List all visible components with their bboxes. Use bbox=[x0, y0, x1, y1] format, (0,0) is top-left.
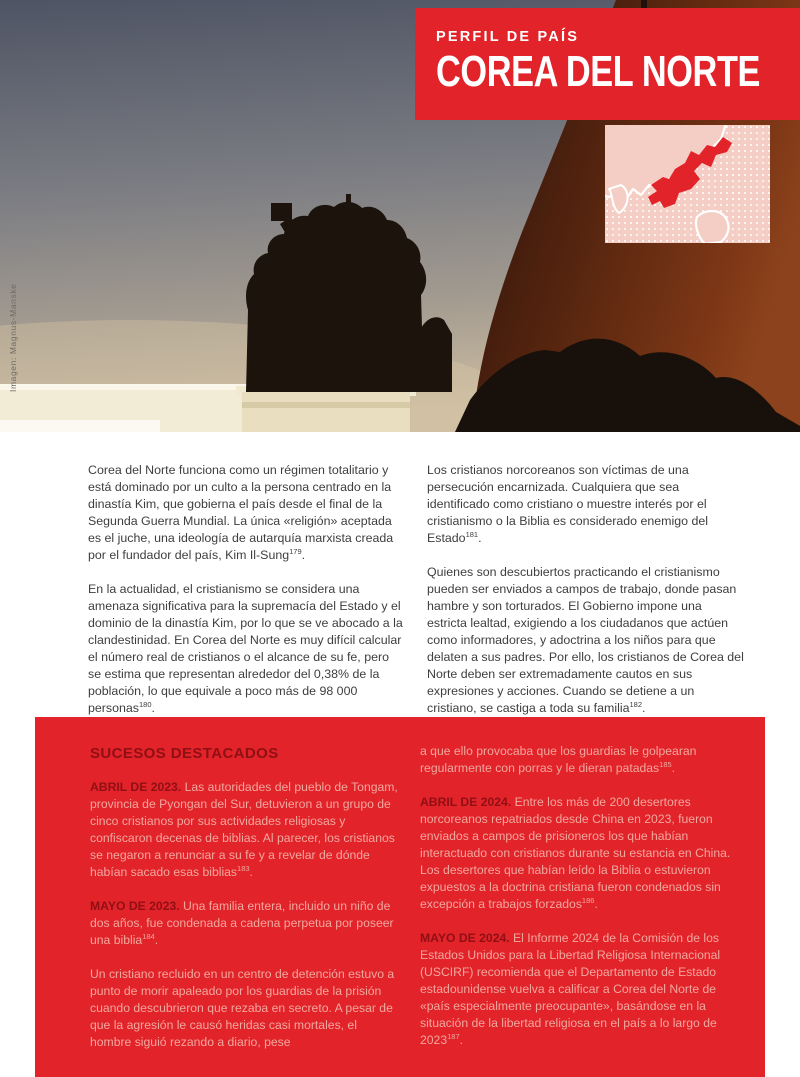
footnote-ref: 183 bbox=[237, 863, 250, 873]
left-plinth bbox=[0, 384, 272, 432]
intro-section bbox=[88, 462, 744, 734]
footnote-ref: 182 bbox=[629, 699, 642, 709]
page-title: COREA DEL NORTE bbox=[436, 47, 761, 96]
date-label: MAYO DE 2024. bbox=[420, 931, 514, 945]
north-korea-map bbox=[605, 125, 770, 243]
paragraph: a que ello provocaba que los guardias le golpearan regularmente con porras y le dieran patadas$^{185}$. bbox=[420, 744, 697, 775]
date-label: ABRIL DE 2024. bbox=[420, 795, 515, 809]
footnote-ref: 179 bbox=[289, 546, 302, 556]
paragraph: En la actualidad, el cristianismo se considera una amenaza significativa para la supremacía del Estado y el dominio de la dinastía Kim, por lo que se ve abocado a la clandestinidad. En Corea del Norte es muy difícil calcular el número real de cristianos o el alcance de su fe, pero se estima que representan alrededor del 0,38% de la población, lo que equivale a poco más de 98 000 personas$^{180}$. bbox=[88, 582, 403, 715]
footnote-ref: 184 bbox=[142, 931, 155, 941]
paragraph: Quienes son descubiertos practicando el cristianismo pueden ser enviados a campos de trabajo, donde pasan hambre y son torturados. El Gobierno impone una estricta lealtad, exigiendo a los ciudadanos que actúen como informadores, y adoctrina a los niños para que delaten a sus padres. Por ello, los cristianos de Corea del Norte deben ser extremadamente cautos en sus expresiones y acciones. Cuando se detiene a un cristiano, se castiga a toda su familia$^{182}$. bbox=[427, 565, 744, 715]
statue-pedestal bbox=[236, 386, 416, 432]
date-label: ABRIL DE 2023. bbox=[90, 780, 185, 794]
paragraph: MAYO DE 2024. El Informe 2024 de la Comisión de los Estados Unidos para la Libertad Religiosa Internacional (USCIRF) recomienda que el Departamento de Estado estadounidense vuelva a calificar a Corea del Norte de «país especialmente preocupante», basándose en la situación de la libertad religiosa en el país a lo largo de 2023$^{187}$. bbox=[420, 931, 721, 1047]
paragraph: ABRIL DE 2023. Las autoridades del pueblo de Tongam, provincia de Pyongan del Sur, detuvieron a un grupo de cinco cristianos por sus actividades religiosas y confiscaron decenas de biblias. Al parecer, los cristianos se negaron a renunciar a su fe y a revelar de dónde habían sacado esas biblias$^{183}$. bbox=[90, 780, 398, 879]
intro-col-right bbox=[427, 462, 744, 734]
intro-col-left bbox=[88, 462, 405, 734]
footnote-ref: 181 bbox=[465, 529, 479, 539]
kicker: PERFIL DE PAÍS bbox=[436, 29, 580, 45]
highlights-box bbox=[35, 717, 765, 1077]
highlights-title: SUCESOS DESTACADOS bbox=[90, 745, 279, 762]
paragraph: Los cristianos norcoreanos son víctimas de una persecución encarnizada. Cualquiera que sea identificado como cristiano o muestre interés por el cristianismo o la Biblia es considerado enemigo del Estado$^{181}$. bbox=[427, 463, 709, 545]
footnote-ref: 185 bbox=[659, 759, 672, 769]
footnote-ref: 186 bbox=[581, 895, 595, 905]
country-map bbox=[605, 125, 770, 243]
paragraph: MAYO DE 2023. Una familia entera, incluido un niño de dos años, fue condenada a cadena perpetua por poseer una biblia$^{184}$. bbox=[90, 899, 394, 947]
paragraph: ABRIL DE 2024. Entre los más de 200 desertores norcoreanos repatriados desde China en 2023, fueron enviados a campos de prisioneros los que habían interactuado con cristianos durante su estancia en China. Los desertores que habían leído la Biblia o estuvieron expuestos a la doctrina cristiana fueron condenados sin excepción a trabajos forzados$^{186}$. bbox=[420, 795, 731, 911]
paragraph: Corea del Norte funciona como un régimen totalitario y está dominado por un culto a la persona centrado en la dinastía Kim, que gobierna el país desde el final de la Segunda Guerra Mundial. La única «religión» aceptada es el juche, una ideología de autarquía marxista creada por el fundador del país, Kim Il-Sung$^{179}$. bbox=[88, 463, 394, 562]
title-banner bbox=[415, 8, 800, 120]
date-label: MAYO DE 2023. bbox=[90, 899, 184, 913]
footnote-ref: 180 bbox=[138, 699, 152, 709]
highlights-col-left bbox=[90, 743, 398, 1068]
highlights-col-right bbox=[420, 743, 745, 1068]
paragraph: Un cristiano recluido en un centro de detención estuvo a punto de morir apaleado por los guardias de la prisión cuando descubrieron que rezaba en secreto. A pesar de que la agresión le causó heridas casi mortales, el hombre siguió rezando a diario, pese bbox=[90, 967, 395, 1049]
image-credit: Imagen: Magnus-Manske bbox=[8, 283, 18, 392]
south-korea-shape bbox=[696, 211, 728, 243]
highlights-paragraphs-left bbox=[90, 779, 398, 1051]
footnote-ref: 187 bbox=[447, 1031, 460, 1041]
